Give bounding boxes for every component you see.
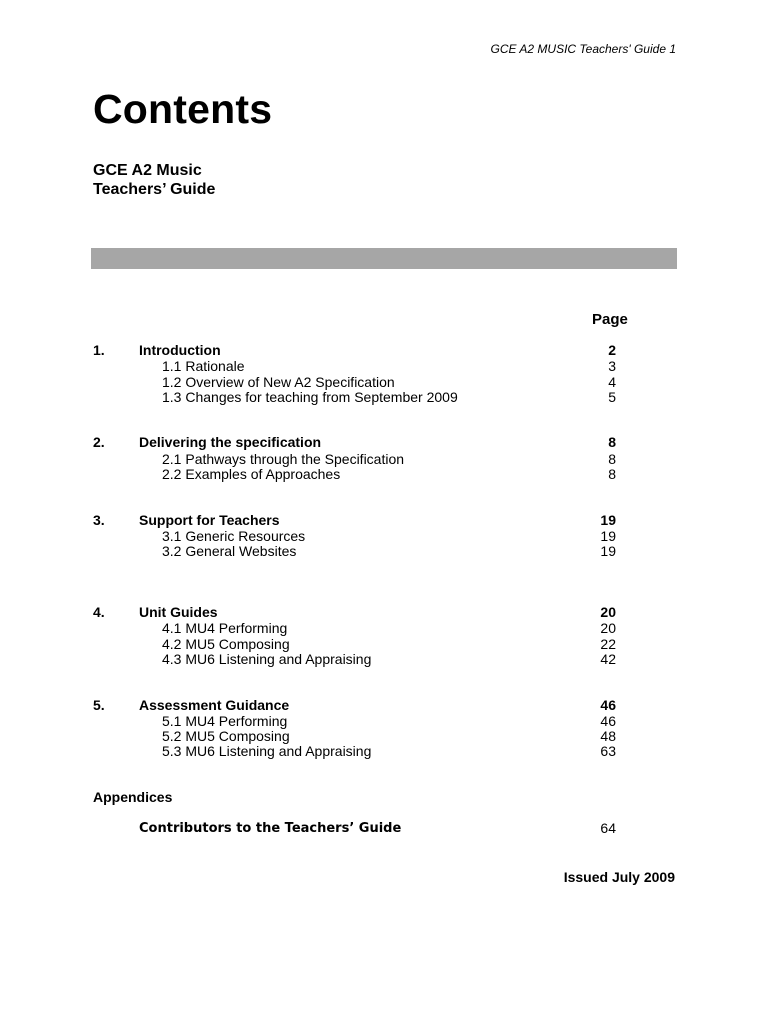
contributors-page: 64 bbox=[600, 820, 616, 836]
item-title: 1.3 Changes for teaching from September 2009 bbox=[162, 389, 458, 405]
item-title: 1.2 Overview of New A2 Specification bbox=[162, 374, 395, 390]
toc-item-row bbox=[0, 543, 768, 559]
toc-section-row bbox=[0, 434, 768, 450]
contributors-title: Contributors to the Teachers’ Guide bbox=[139, 821, 402, 836]
toc-item-row bbox=[0, 466, 768, 482]
toc-item-row bbox=[0, 358, 768, 374]
section-page: 8 bbox=[608, 434, 616, 450]
subtitle-line-2: Teachers’ Guide bbox=[93, 181, 216, 198]
item-page: 63 bbox=[600, 743, 616, 759]
item-page: 22 bbox=[600, 636, 616, 652]
section-page: 2 bbox=[608, 342, 616, 358]
toc-item-row bbox=[0, 728, 768, 744]
item-title: 5.2 MU5 Composing bbox=[162, 728, 290, 744]
item-title: 5.3 MU6 Listening and Appraising bbox=[162, 743, 372, 759]
toc-item-row bbox=[0, 374, 768, 390]
toc-section-row bbox=[0, 697, 768, 713]
section-number: 5. bbox=[93, 697, 105, 713]
toc-item-row bbox=[0, 620, 768, 636]
section-page: 20 bbox=[600, 604, 616, 620]
item-page: 4 bbox=[608, 374, 616, 390]
section-title: Delivering the specification bbox=[139, 434, 322, 450]
issued-date: Issued July 2009 bbox=[563, 869, 675, 885]
item-title: 3.2 General Websites bbox=[162, 543, 297, 559]
item-title: 1.1 Rationale bbox=[162, 358, 245, 374]
toc-item-row bbox=[0, 528, 768, 544]
item-title: 5.1 MU4 Performing bbox=[162, 713, 288, 729]
subtitle-line-1: GCE A2 Music bbox=[93, 162, 202, 179]
item-title: 4.2 MU5 Composing bbox=[162, 636, 290, 652]
toc-item-row bbox=[0, 389, 768, 405]
page-title: Contents bbox=[93, 86, 273, 132]
appendices-heading: Appendices bbox=[93, 789, 173, 805]
toc-item-row bbox=[0, 743, 768, 759]
item-title: 4.3 MU6 Listening and Appraising bbox=[162, 651, 372, 667]
item-page: 20 bbox=[600, 620, 616, 636]
section-number: 3. bbox=[93, 512, 105, 528]
toc-section-row bbox=[0, 604, 768, 620]
item-title: 4.1 MU4 Performing bbox=[162, 620, 288, 636]
item-title: 3.1 Generic Resources bbox=[162, 528, 306, 544]
item-title: 2.1 Pathways through the Specification bbox=[162, 451, 405, 467]
section-number: 2. bbox=[93, 434, 105, 450]
divider-bar bbox=[91, 248, 677, 269]
page-column-heading: Page bbox=[592, 311, 628, 328]
section-title: Assessment Guidance bbox=[139, 697, 290, 713]
item-page: 48 bbox=[600, 728, 616, 744]
item-page: 19 bbox=[600, 528, 616, 544]
item-page: 8 bbox=[608, 451, 616, 467]
item-page: 5 bbox=[608, 389, 616, 405]
section-number: 1. bbox=[93, 342, 105, 358]
item-page: 46 bbox=[600, 713, 616, 729]
item-page: 42 bbox=[600, 651, 616, 667]
section-title: Unit Guides bbox=[139, 604, 218, 620]
item-title: 2.2 Examples of Approaches bbox=[162, 466, 341, 482]
toc-item-row bbox=[0, 713, 768, 729]
toc-section-row bbox=[0, 512, 768, 528]
section-page: 46 bbox=[600, 697, 616, 713]
running-header: GCE A2 MUSIC Teachers' Guide 1 bbox=[490, 42, 676, 56]
item-page: 19 bbox=[600, 543, 616, 559]
item-page: 8 bbox=[608, 466, 616, 482]
section-page: 19 bbox=[600, 512, 616, 528]
section-title: Introduction bbox=[139, 342, 221, 358]
toc-item-row bbox=[0, 451, 768, 467]
toc-item-row bbox=[0, 651, 768, 667]
item-page: 3 bbox=[608, 358, 616, 374]
section-title: Support for Teachers bbox=[139, 512, 280, 528]
section-number: 4. bbox=[93, 604, 105, 620]
toc-section-row bbox=[0, 342, 768, 358]
toc-item-row bbox=[0, 636, 768, 652]
